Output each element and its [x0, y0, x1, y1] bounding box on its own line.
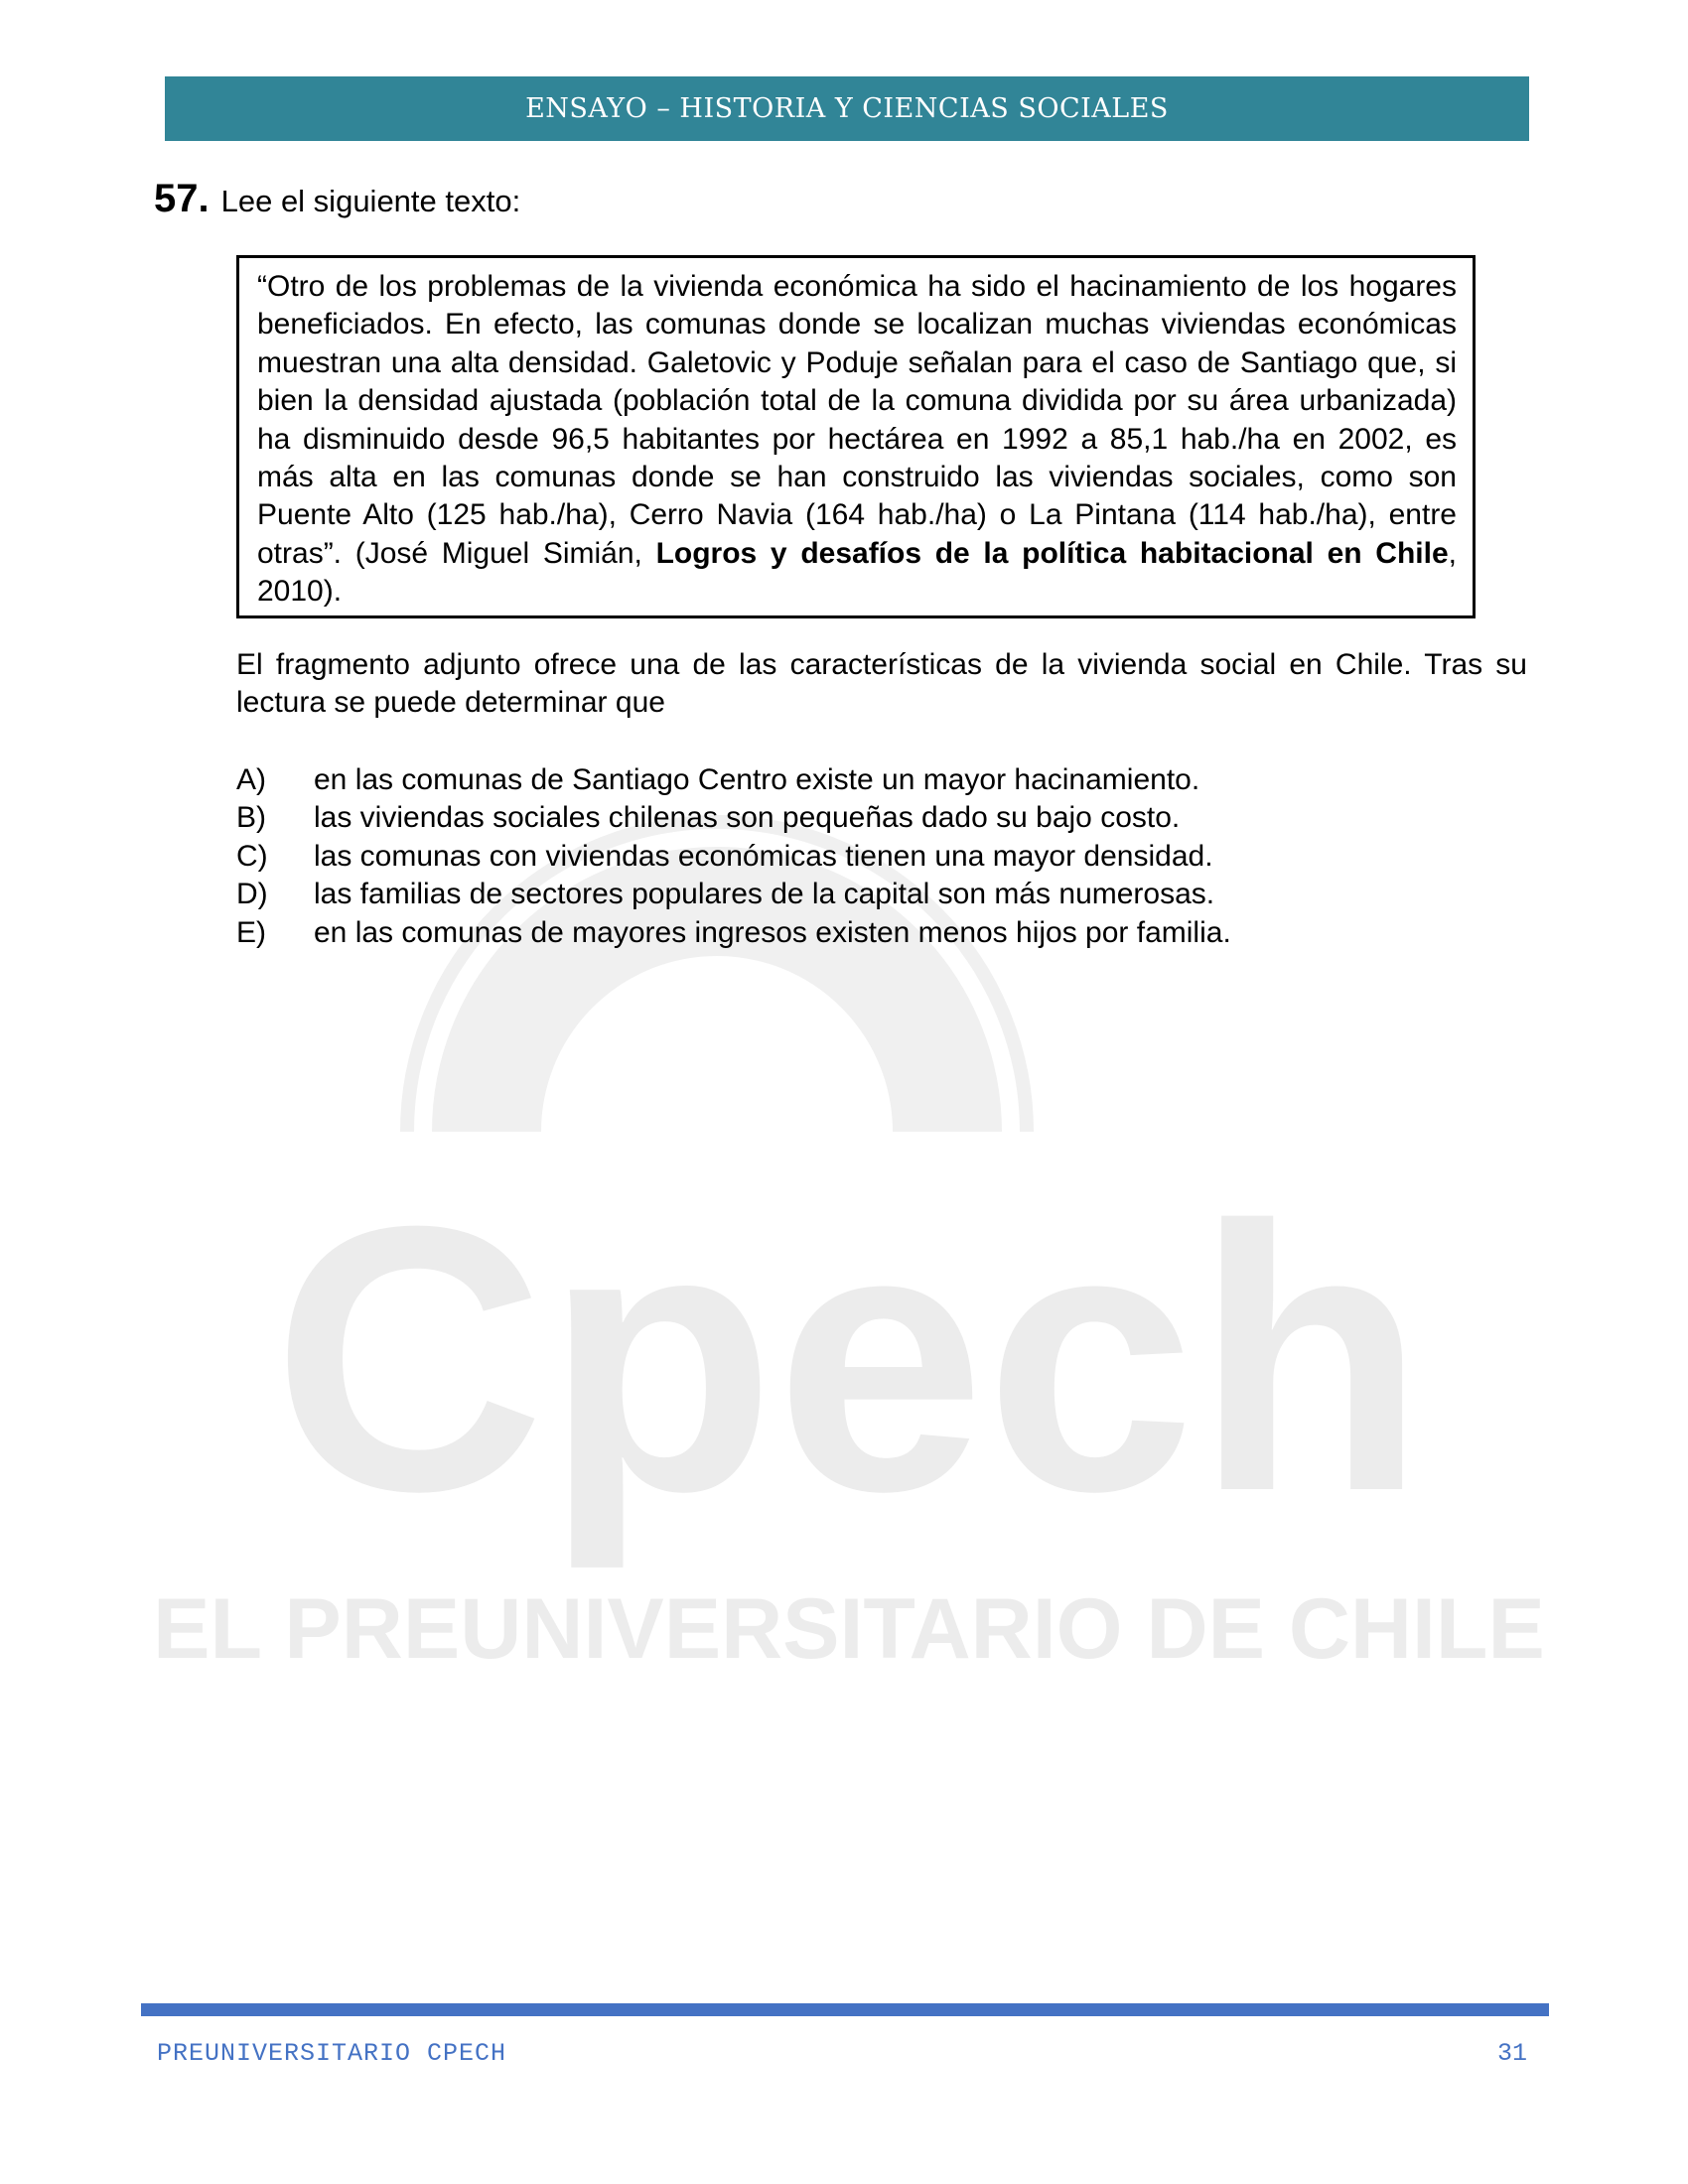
svg-text:Cpech: Cpech [272, 1148, 1426, 1570]
option-text: las familias de sectores populares de la capital son más numerosas. [314, 878, 1215, 911]
quote-box [236, 255, 1476, 618]
answer-option-a[interactable] [236, 761, 1527, 799]
quote-main: “Otro de los problemas de la vivienda económica ha sido el hacinamiento de los hogares beneficiados. En efecto, las comunas donde se localizan muchas viviendas económicas muestran una alta densidad. Galetovic y Poduje señalan para el caso de Santiago que, si bien la densidad ajustada (población total de la comuna dividida por su área urbanizada) ha disminuido desde 96,5 habitantes por hectárea en 1992 a 85,1 hab./ha en 2002, es más alta en las comunas donde se han construido las viviendas sociales, como son Puente Alto (125 hab./ha), Cerro Navia (164 hab./ha) o La Pintana (114 hab./ha), entre otras”. (José Miguel Simián, [257, 270, 1457, 570]
footer-rule [141, 2003, 1549, 2016]
header-title: ENSAYO – HISTORIA Y CIENCIAS SOCIALES [525, 93, 1169, 124]
page-number: 31 [1497, 2039, 1528, 2068]
header-band [165, 76, 1529, 141]
answer-option-e[interactable] [236, 914, 1527, 952]
option-letter: C) [236, 839, 268, 873]
option-letter: B) [236, 801, 266, 835]
quote-end: , 2010). [257, 536, 1457, 609]
question-number: 57. [154, 177, 210, 220]
option-letter: E) [236, 915, 266, 949]
option-text: las viviendas sociales chilenas son pequeñas dado su bajo costo. [314, 801, 1181, 835]
option-letter: A) [236, 763, 266, 796]
footer-label: PREUNIVERSITARIO CPECH [157, 2039, 507, 2068]
option-text: en las comunas de mayores ingresos existen menos hijos por familia. [314, 915, 1231, 949]
question-lead: Lee el siguiente texto: [220, 184, 521, 218]
option-text: en las comunas de Santiago Centro existe un mayor hacinamiento. [314, 763, 1200, 796]
question-intro [154, 177, 520, 221]
quote-text [257, 268, 1457, 612]
option-letter: D) [236, 878, 268, 911]
answer-option-c[interactable] [236, 838, 1527, 876]
quote-source-title: Logros y desafíos de la política habitacional en Chile [655, 536, 1449, 570]
svg-text:EL PREUNIVERSITARIO DE CHILE: EL PREUNIVERSITARIO DE CHILE [153, 1581, 1545, 1677]
answer-option-d[interactable] [236, 876, 1527, 913]
answer-option-b[interactable] [236, 799, 1527, 837]
question-stem: El fragmento adjunto ofrece una de las características de la vivienda social en Chile. Tras su lectura se puede determinar que [236, 648, 1527, 720]
option-text: las comunas con viviendas económicas tienen una mayor densidad. [314, 839, 1213, 873]
answer-options [236, 761, 1527, 952]
